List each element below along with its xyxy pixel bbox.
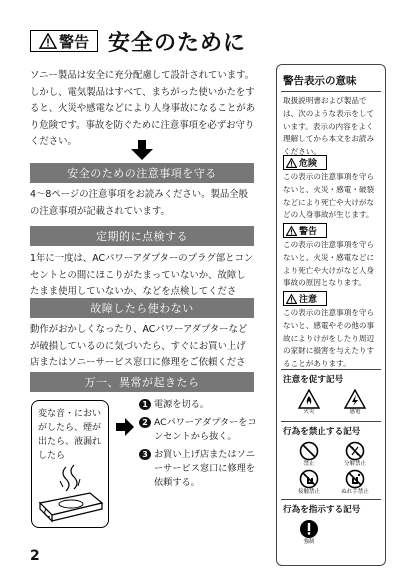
danger-description: この表示の注意事項を守らないと、火災・感電・破裂などにより死亡や大けがなどの人身事故が生じます。 [283, 172, 375, 220]
intro-text: ソニー製品は安全に充分配慮して設計されています。しかし、電気製品はすべて、まちがった使いかたをすると、火災や感電などにより人身事故になることがあり危険です。事故を防ぐために注意事項を必ずお守りください。 [30, 70, 256, 147]
section-heading-observe: 安全のための注意事項を守る [30, 163, 254, 183]
warning-description: この表示の注意事項を守らないと、火災・感電などにより死亡や大けがなど人身事故の原因となります。 [283, 240, 375, 288]
step-number-badge: 3 [139, 449, 151, 460]
down-arrow-icon [131, 140, 153, 160]
danger-label-text: 危険 [299, 159, 318, 169]
right-arrow-icon [116, 418, 134, 436]
page-number: 2 [30, 548, 40, 564]
emergency-step [139, 398, 259, 412]
warning-triangle-icon [39, 33, 57, 49]
warning-label-text: 警告 [299, 227, 318, 237]
step-number-badge: 1 [139, 399, 151, 410]
emergency-steps [139, 398, 259, 494]
symbol-caption: 火災 [303, 409, 315, 415]
shock-symbol [333, 389, 377, 416]
divider [281, 91, 381, 92]
section-heading-malfunction: 故障したら使わない [30, 298, 254, 318]
warning-triangle-icon [286, 226, 297, 236]
emergency-symptom-text: 変な音・においがしたら、煙が出たら、液漏れしたら [38, 409, 102, 461]
section-heading-emergency: 万一、異常が起きたら [30, 372, 254, 392]
step-text: ACパワーアダプターをコンセントから抜く。 [154, 417, 257, 442]
warning-triangle-icon [286, 294, 297, 304]
smoking-device-icon [36, 463, 106, 525]
emergency-step [139, 448, 259, 490]
no-wet-hands-symbol [333, 469, 377, 496]
fire-warning-icon [298, 389, 320, 409]
section-body-observe: 4～8ページの注意事項をお読みください。製品全般の注意事項が記載されています。 [30, 189, 248, 217]
prohibit-symbols-heading: 行為を禁止する記号 [283, 427, 361, 437]
instruct-symbols-heading: 行為を指示する記号 [283, 505, 361, 515]
prohibited-icon [298, 441, 320, 461]
no-touch-icon [298, 469, 320, 489]
section-body-inspect: 1年に一度は、ACパワーアダプターのプラグ部とコンセントとの間にほこりがたまっていないか、故障したまま使用していないか、などを点検してくださ [30, 253, 254, 297]
sidebar-intro: 取扱説明書および製品では、次のような表示をしています。表示の内容をよく理解してから本文をお読みください。 [283, 96, 375, 157]
emergency-step [139, 416, 259, 444]
warning-meaning-sidebar [276, 64, 386, 566]
symbol-caption: ぬれ手禁止 [341, 489, 369, 495]
divider [281, 421, 381, 422]
emergency-symptom-box [31, 400, 109, 528]
warning-triangle-icon [286, 158, 297, 168]
prohibited-symbol [287, 441, 331, 468]
symbol-caption: 強制 [303, 539, 315, 545]
caution-label [283, 291, 327, 306]
warning-title-badge [30, 30, 98, 52]
no-disassembly-symbol [333, 441, 377, 468]
mandatory-action-icon [298, 519, 320, 539]
warning-label [283, 223, 327, 238]
danger-label [283, 155, 327, 170]
sidebar-title: 警告表示の意味 [283, 75, 357, 87]
mandatory-symbol [287, 519, 331, 546]
divider [281, 499, 381, 500]
step-number-badge: 2 [139, 417, 151, 428]
caution-symbols-heading: 注意を促す記号 [283, 375, 344, 385]
fire-symbol [287, 389, 331, 416]
symbol-caption: 感電 [349, 409, 361, 415]
step-text: お買い上げ店またはソニーサービス窓口に修理を依頼する。 [154, 449, 256, 488]
warning-badge-label: 警告 [58, 32, 89, 51]
electric-shock-icon [344, 389, 366, 409]
caution-description: この表示の注意事項を守らないと、感電やその他の事故によりけがをしたり周辺の家財に損害を与えたりすることがあります。 [283, 308, 375, 369]
divider [281, 369, 381, 370]
no-disassembly-icon [344, 441, 366, 461]
page-title: 安全のために [108, 31, 247, 56]
step-text: 電源を切る。 [154, 399, 210, 410]
no-touch-symbol [287, 469, 331, 496]
symbol-caption: 接触禁止 [297, 489, 320, 495]
no-wet-hands-icon [344, 469, 366, 489]
section-body-malfunction: 動作がおかしくなったり、ACパワーアダプターなどが破損しているのに気づいたら、すぐにお買い上げ店またはソニーサービス窓口に修理をご依頼くださ [30, 324, 248, 368]
caution-label-text: 注意 [299, 295, 318, 305]
symbol-caption: 禁止 [303, 461, 315, 467]
symbol-caption: 分解禁止 [343, 461, 366, 467]
section-heading-inspect: 定期的に点検する [30, 226, 254, 246]
